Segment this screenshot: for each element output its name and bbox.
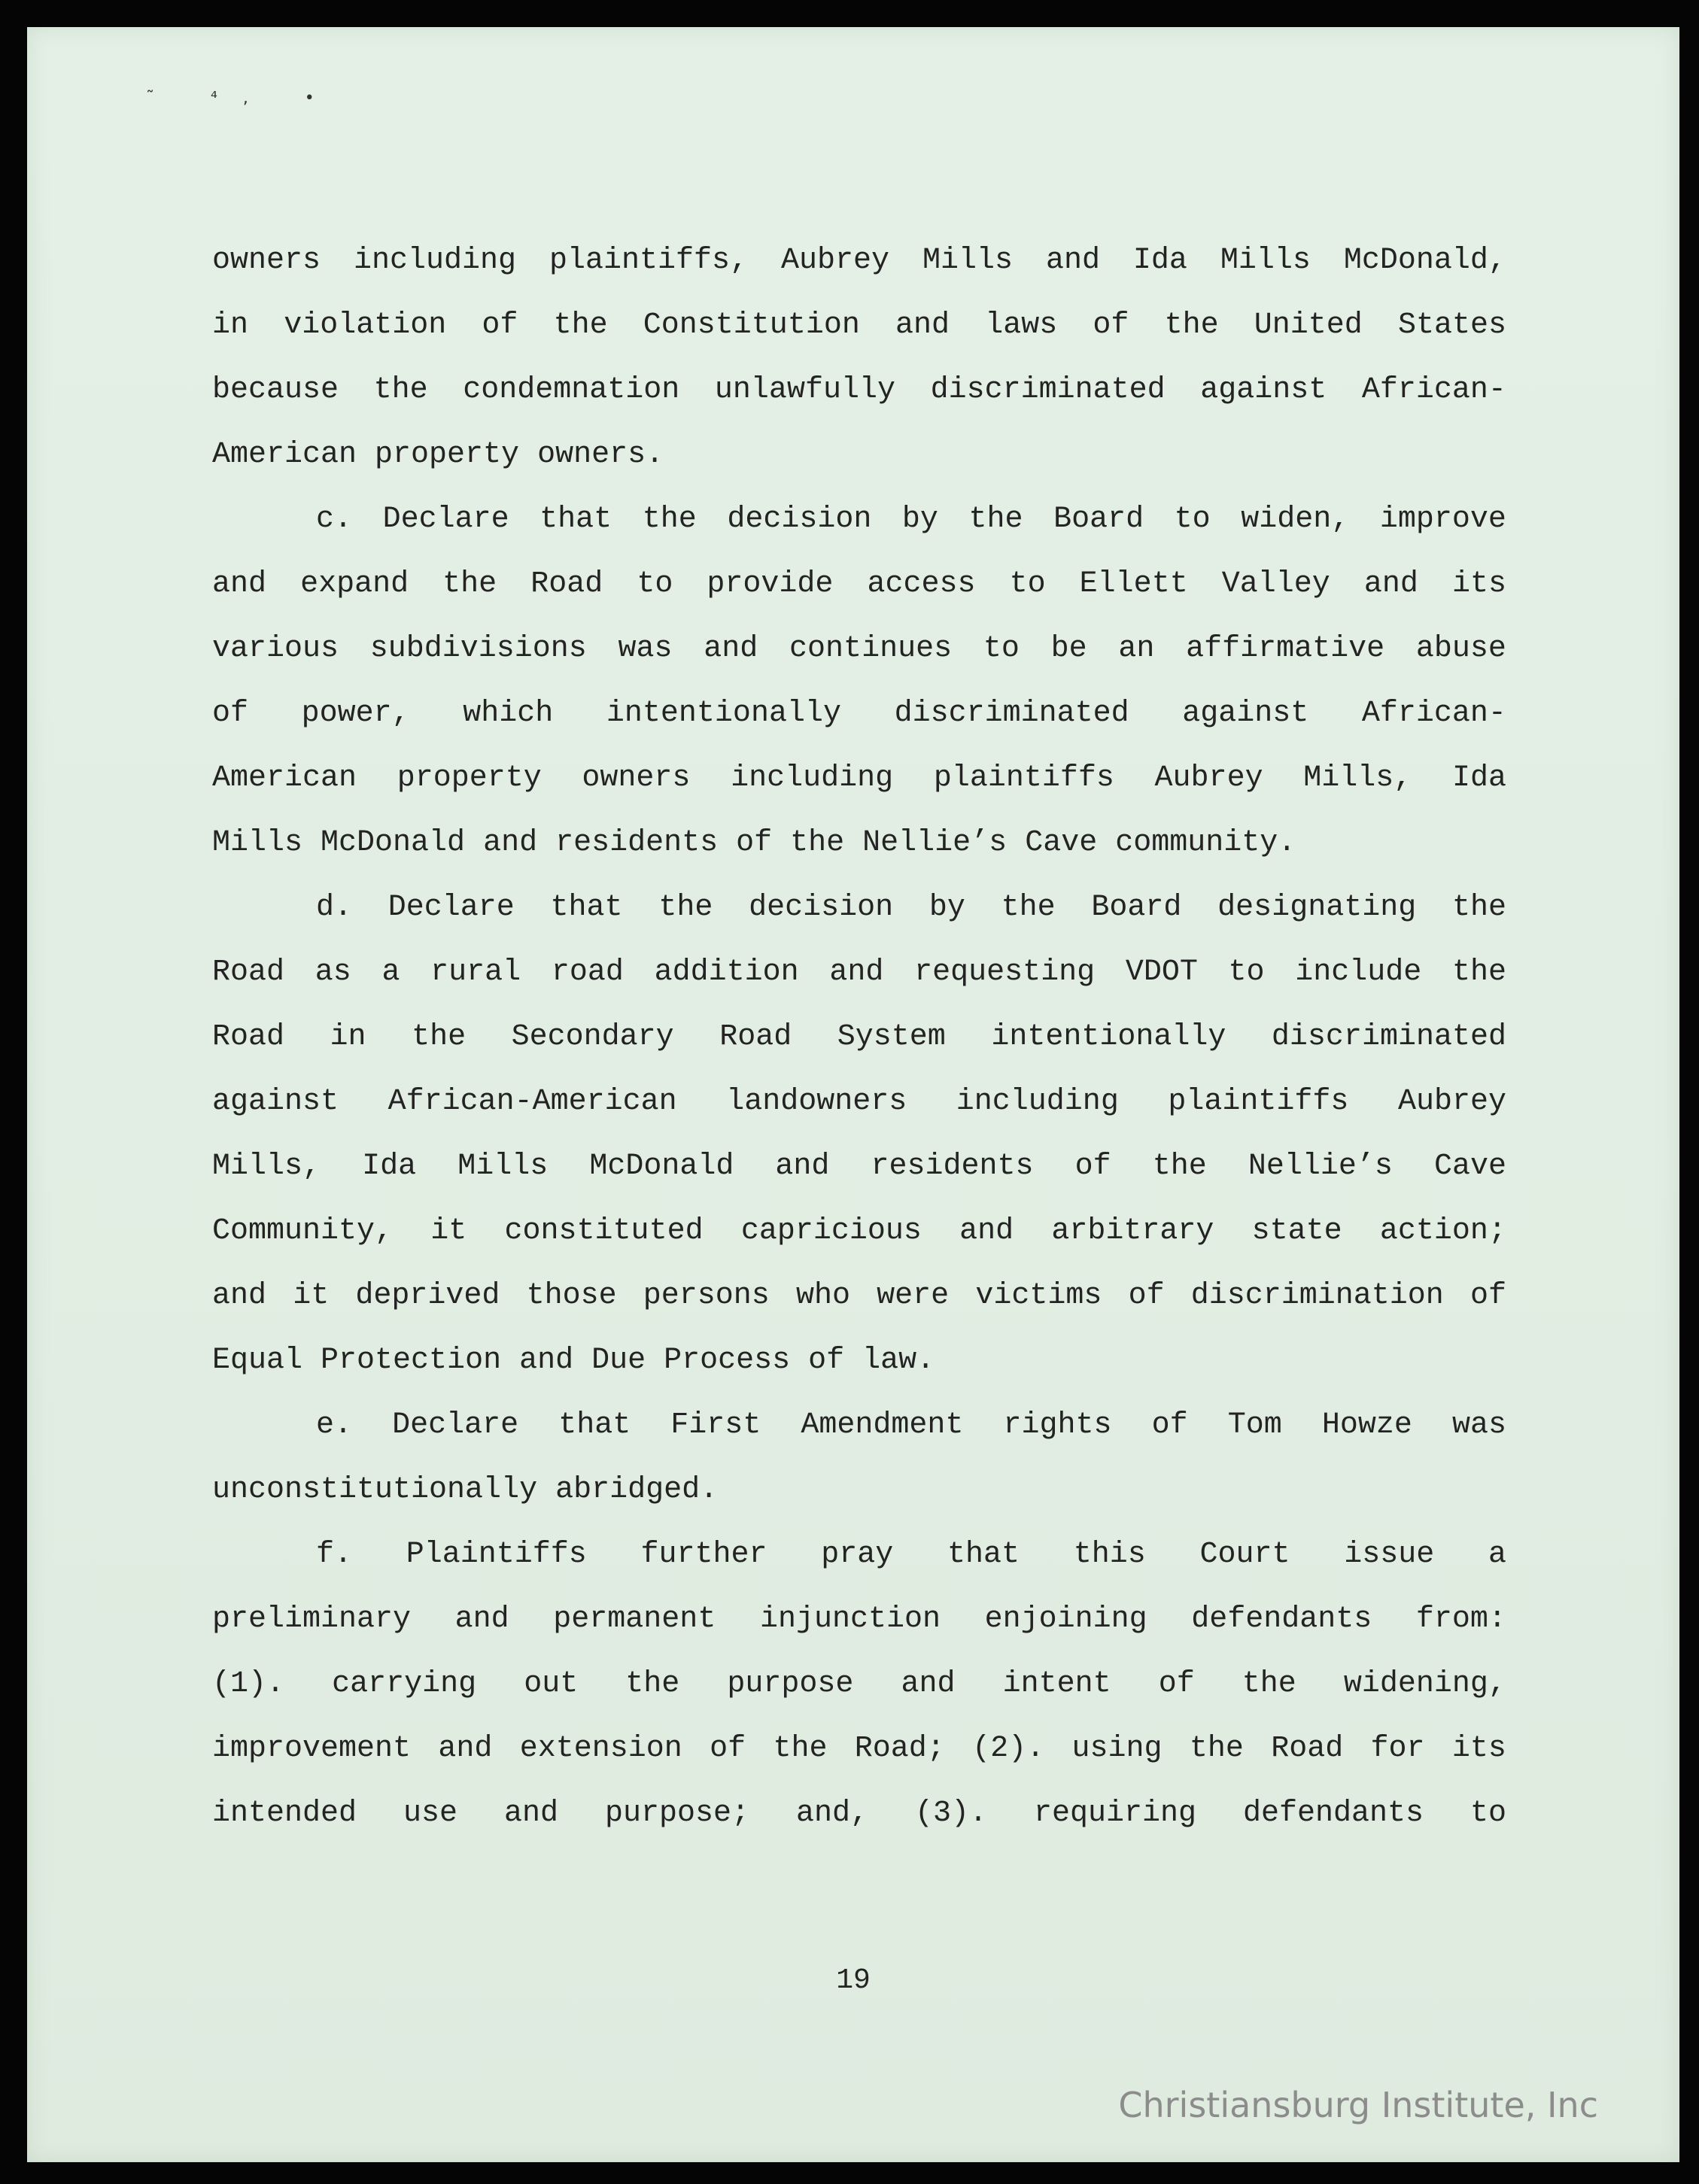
text-line: Community, it constituted capricious and arbitrary state action; xyxy=(212,1214,1506,1248)
watermark-text: Christiansburg Institute, Inc xyxy=(1118,2085,1598,2125)
document-page xyxy=(27,27,1679,2162)
text-line: Mills McDonald and residents of the Nellie’s Cave community. xyxy=(212,826,1296,860)
text-line: improvement and extension of the Road; (2). using the Road for its xyxy=(212,1732,1506,1766)
text-line: American property owners including plaintiffs Aubrey Mills, Ida xyxy=(212,761,1506,795)
text-line: Equal Protection and Due Process of law. xyxy=(212,1344,935,1378)
text-line: in violation of the Constitution and laws of the United States xyxy=(212,308,1506,342)
text-line: against African-American landowners including plaintiffs Aubrey xyxy=(212,1085,1506,1119)
text-line: and expand the Road to provide access to Ellett Valley and its xyxy=(212,567,1506,601)
text-line: owners including plaintiffs, Aubrey Mills and Ida Mills McDonald, xyxy=(212,244,1506,278)
text-line: Mills, Ida Mills McDonald and residents of the Nellie’s Cave xyxy=(212,1150,1506,1183)
text-line: preliminary and permanent injunction enjoining defendants from: xyxy=(212,1602,1506,1636)
text-line: because the condemnation unlawfully discriminated against African- xyxy=(212,373,1506,407)
page-number: 19 xyxy=(836,1964,871,1997)
text-line: intended use and purpose; and, (3). requiring defendants to xyxy=(212,1797,1506,1830)
text-line: Road as a rural road addition and requesting VDOT to include the xyxy=(212,955,1506,989)
text-line: American property owners. xyxy=(212,438,664,472)
body-text xyxy=(212,229,1506,1846)
text-line: of power, which intentionally discriminated against African- xyxy=(212,697,1506,731)
corner-marks: ˜ ⁴, • xyxy=(146,89,340,108)
text-line: unconstitutionally abridged. xyxy=(212,1473,719,1507)
text-line: various subdivisions was and continues to be an affirmative abuse xyxy=(212,632,1506,666)
text-line: e. Declare that First Amendment rights of Tom Howze was xyxy=(316,1408,1506,1442)
text-line: (1). carrying out the purpose and intent of the widening, xyxy=(212,1667,1506,1701)
text-line: Road in the Secondary Road System intentionally discriminated xyxy=(212,1020,1506,1054)
text-line: f. Plaintiffs further pray that this Court issue a xyxy=(316,1538,1506,1572)
text-line: c. Declare that the decision by the Board to widen, improve xyxy=(316,503,1506,536)
text-line: and it deprived those persons who were victims of discrimination of xyxy=(212,1279,1506,1313)
text-line: d. Declare that the decision by the Board designating the xyxy=(316,891,1506,925)
